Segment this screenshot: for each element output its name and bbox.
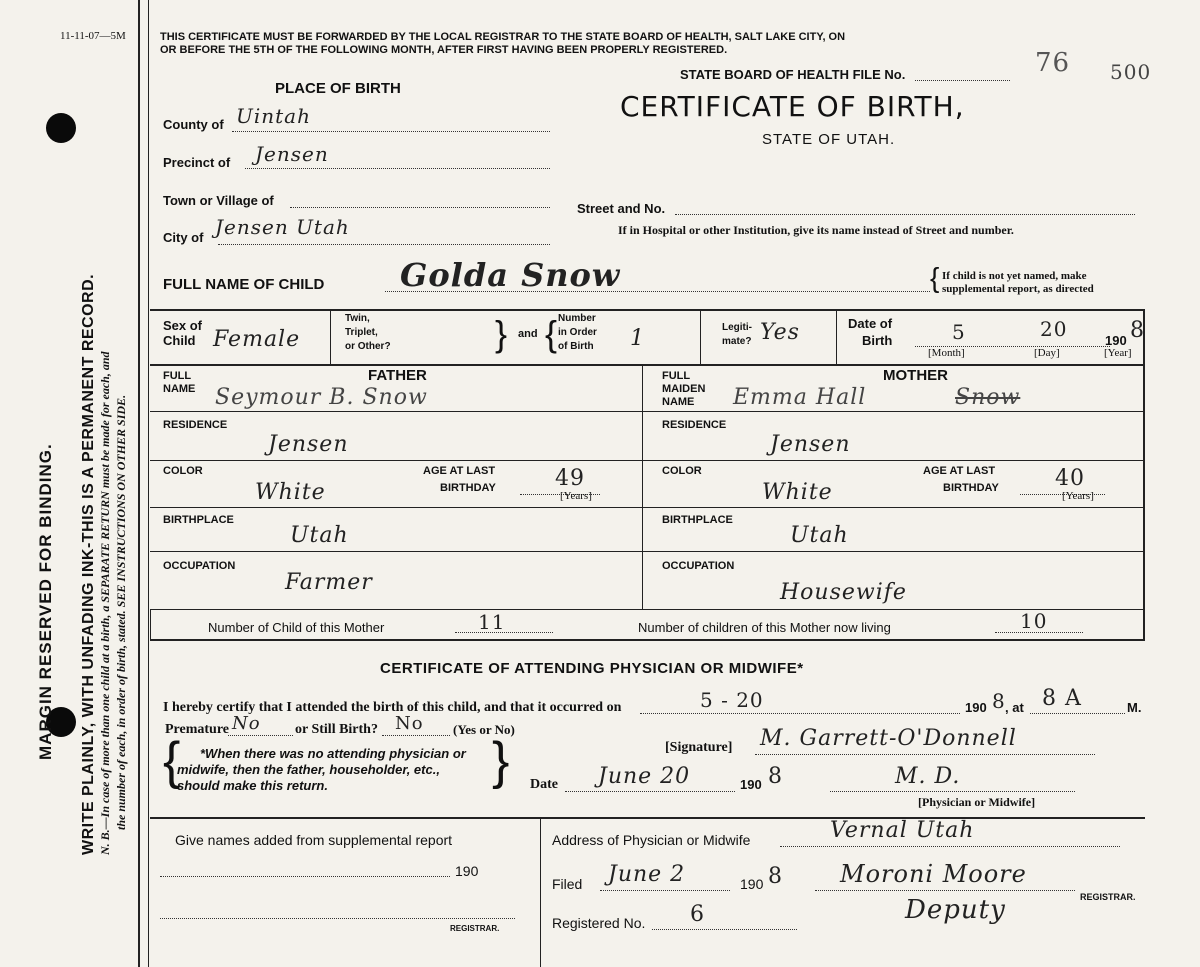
legit-label-2: mate?	[722, 336, 752, 347]
sex-value: Female	[213, 327, 301, 352]
title-written: M. D.	[895, 764, 961, 789]
father-name: Seymour B. Snow	[215, 385, 428, 410]
registrar-signature: Moroni Moore	[840, 860, 1027, 888]
order-label-1: Number	[558, 313, 596, 324]
father-residence-label: RESIDENCE	[163, 419, 228, 431]
county-value: Uintah	[236, 104, 311, 128]
occurred-year-suffix: 8	[992, 689, 1006, 713]
file-no-label: STATE BOARD OF HEALTH FILE No.	[680, 67, 906, 82]
date-label: Date	[530, 777, 558, 792]
mother-birthplace: Utah	[790, 523, 849, 548]
dob-day: 20	[1040, 317, 1068, 341]
no-physician-note-2: midwife, then the father, householder, etc.,	[177, 762, 440, 777]
margin-permanent-text: WRITE PLAINLY, WITH UNFADING INK-THIS IS A PERMANENT RECORD.	[80, 273, 97, 855]
father-occupation-label: OCCUPATION	[163, 560, 236, 572]
mother-occupation-label: OCCUPATION	[662, 560, 735, 572]
order-value: 1	[630, 326, 645, 351]
mother-color-label: COLOR	[662, 465, 702, 477]
filed-year-prefix: 190	[740, 876, 764, 892]
mother-age-label-2: BIRTHDAY	[943, 482, 999, 494]
mother-name: Emma Hall	[733, 385, 867, 410]
father-occupation: Farmer	[285, 570, 373, 595]
registered-label: Registered No.	[552, 915, 646, 931]
year-label: [Year]	[1104, 347, 1132, 359]
signature-label: [Signature]	[665, 740, 733, 755]
state-title: STATE OF UTAH.	[762, 131, 896, 148]
mother-age-label-1: AGE AT LAST	[923, 465, 996, 477]
and-label: and	[518, 328, 538, 340]
order-label-2: in Order	[558, 327, 597, 338]
mother-full-label-3: NAME	[662, 396, 695, 408]
margin-binding-text: MARGIN RESERVED FOR BINDING.	[36, 443, 55, 760]
father-birthplace: Utah	[290, 523, 349, 548]
premature-value: No	[232, 713, 261, 734]
supplemental-registrar: REGISTRAR.	[450, 924, 500, 933]
father-birthplace-label: BIRTHPLACE	[163, 514, 234, 526]
file-no: 76	[1035, 48, 1071, 78]
supplemental-label: Give names added from supplemental report	[175, 832, 453, 848]
still-birth-label: or Still Birth?	[295, 722, 378, 737]
supplemental-year: 190	[455, 863, 479, 879]
mother-full-label-2: MAIDEN	[662, 383, 706, 395]
margin-note-line2: the number of each, in order of birth, stated. SEE INSTRUCTIONS ON OTHER SIDE.	[114, 394, 128, 830]
physician-heading: CERTIFICATE OF ATTENDING PHYSICIAN OR MIDWIFE*	[380, 660, 804, 677]
at-label: , at	[1005, 700, 1024, 715]
deputy-signature: Deputy	[905, 895, 1006, 925]
dob-year-suffix: 8	[1130, 318, 1145, 343]
certificate-title: CERTIFICATE OF BIRTH,	[620, 90, 965, 123]
physician-signature: M. Garrett-O'Donnell	[760, 726, 1017, 751]
unnamed-note-2: supplemental report, as directed	[942, 283, 1094, 295]
father-color-label: COLOR	[163, 465, 203, 477]
county-label: County of	[163, 117, 224, 132]
precinct-label: Precinct of	[163, 155, 231, 170]
mother-full-label-1: FULL	[662, 370, 691, 382]
city-value: Jensen Utah	[215, 215, 350, 239]
mother-color: White	[762, 480, 833, 505]
filed-year-suffix: 8	[768, 864, 783, 889]
margin-note-line1: N. B.—In case of more than one child at a birth, a SEPARATE RETURN must be made for each, and	[98, 351, 112, 855]
child-number-label: Number of Child of this Mother	[208, 620, 385, 635]
dob-label-1: Date of	[848, 316, 893, 331]
sex-label-1: Sex of	[163, 318, 203, 333]
child-name-label: FULL NAME OF CHILD	[163, 276, 325, 293]
father-residence: Jensen	[268, 432, 349, 457]
hospital-note: If in Hospital or other Institution, give its name instead of Street and number.	[618, 223, 1014, 237]
brace-unnamed: {	[930, 262, 940, 293]
sex-label-2: Child	[163, 333, 196, 348]
city-label: City of	[163, 230, 204, 245]
m-label: M.	[1127, 700, 1142, 715]
mother-heading: MOTHER	[883, 367, 948, 384]
occurred-year-prefix: 190	[965, 700, 987, 715]
mother-age: 40	[1055, 466, 1085, 491]
father-age-label-1: AGE AT LAST	[423, 465, 496, 477]
margin-rule-outer	[138, 0, 140, 967]
binding-hole-top	[46, 113, 76, 143]
mother-name-struck: Snow	[955, 385, 1021, 410]
day-label: [Day]	[1034, 347, 1060, 359]
father-age: 49	[555, 466, 585, 491]
dob-year-prefix: 190	[1105, 333, 1127, 348]
street-label: Street and No.	[577, 201, 666, 216]
town-label: Town or Village of	[163, 193, 274, 208]
mother-occupation: Housewife	[780, 580, 907, 605]
father-years-label: [Years]	[560, 490, 592, 502]
father-full-label-1: FULL	[163, 370, 192, 382]
margin-rule-inner	[148, 0, 149, 967]
cert-year-suffix: 8	[768, 764, 783, 789]
notice-line2: OR BEFORE THE 5TH OF THE FOLLOWING MONTH, AFTER FIRST HAVING BEEN PROPERLY REGISTERED.	[160, 44, 728, 56]
order-label-3: of Birth	[558, 341, 594, 352]
mother-birthplace-label: BIRTHPLACE	[662, 514, 733, 526]
twin-label-1: Twin,	[345, 313, 370, 324]
physician-address: Vernal Utah	[830, 818, 975, 843]
child-number-value: 11	[478, 610, 506, 634]
no-physician-note-1: *When there was no attending physician or	[200, 746, 466, 761]
twin-label-2: Triplet,	[345, 327, 378, 338]
premature-label: Premature	[165, 722, 230, 737]
registrar-label: REGISTRAR.	[1080, 892, 1136, 902]
dob-label-2: Birth	[862, 333, 893, 348]
birth-certificate: 11-11-07—5M MARGIN RESERVED FOR BINDING. WRITE PLAINLY, WITH UNFADING INK-THIS IS A PERMANENT RECORD. N. B.—In case of more than one child at a birth, a SEPARATE RETURN must be made for each, and the number of each, in order of birth, stated. SEE INSTRUCTIONS ON OTHER SIDE. THIS CERTIFICATE MUST BE FORWARDED BY THE LOCAL REGISTRAR TO THE STATE BOARD OF HEALTH, SALT LAKE CITY, ON OR BEFORE THE 5TH OF THE FOLLOWING MONTH, AFTER FIRST HAVING BEEN PROPERLY REGISTERED. PLACE OF BIRTH STATE BOARD OF HEALTH FILE No. 76 500 CERTIFICATE OF BIRTH, STATE OF UTAH. County of Uintah Precinct of Jensen Town or Village of City of Jensen Utah Street and No. If in Hospital or other Institution, give its name instead of Street and number. FULL NAME OF CHILD Golda Snow { If child is not yet named, make supplemental report, as directed Sex of Child Female Twin, Triplet, or Other? } and { Number in Order of Birth 1 Legiti- mate? Yes Date of Birth 5 20 190 8 [Month] [Day] [Year] FULL NAME FATHER Seymour B. Snow RESIDENCE Jensen COLOR White AGE AT LAST BIRTHDAY 49 [Years] BIRTHPLACE Utah OCCUPATION Farmer FULL MAIDEN NAME MOTHER Emma Hall Snow RESIDENCE Jensen COLOR White AGE AT LAST BIRTHDAY 40 [Years] BIRTHPLACE Utah OCCUPATION Housewife Number of Child of this Mother 11 Number of children of this Mother now living 10 CERTIFICATE OF ATTENDING PHYSICIAN OR MIDWIFE* I hereby certify that I attended the birth of this child, and that it occurred on 5 - 20 190 8 , at 8 A M. Premature No or Still Birth? No (Yes or No) { *When there was no attending physician or midwife, then the father, householder, etc., should make this return. } [Signature] M. Garrett-O'Donnell Date June 20 190 8 M. D. [Physician or Midwife] Give names added from supplemental report 190 REGISTRAR. Address of Physician or Midwife Vernal Utah Filed June 2 190 8 Moroni Moore REGISTRAR. Registered No. 6 Deputy	[0, 0, 1200, 967]
father-color: White	[255, 480, 326, 505]
cert-date: June 20	[598, 764, 691, 789]
father-heading: FATHER	[368, 367, 427, 384]
month-label: [Month]	[928, 347, 965, 359]
cert-year-prefix: 190	[740, 777, 762, 792]
legit-value: Yes	[760, 320, 800, 345]
legit-label-1: Legiti-	[722, 322, 752, 333]
place-of-birth-heading: PLACE OF BIRTH	[275, 80, 401, 97]
form-code: 11-11-07—5M	[60, 30, 126, 42]
still-birth-value: No	[395, 713, 424, 734]
precinct-value: Jensen	[255, 142, 329, 166]
mother-residence-label: RESIDENCE	[662, 419, 727, 431]
address-label: Address of Physician or Midwife	[552, 832, 751, 848]
filed-date: June 2	[608, 862, 686, 887]
certify-text: I hereby certify that I attended the birth of this child, and that it occurred on	[163, 700, 622, 715]
no-physician-note-3: should make this return.	[177, 778, 328, 793]
mother-years-label: [Years]	[1062, 490, 1094, 502]
registered-no: 6	[690, 902, 705, 927]
child-name-value: Golda Snow	[400, 256, 621, 294]
phys-or-midwife-label: [Physician or Midwife]	[918, 795, 1036, 809]
birth-time: 8 A	[1042, 686, 1082, 711]
mother-residence: Jensen	[770, 432, 851, 457]
yes-no-label: (Yes or No)	[453, 722, 515, 737]
dob-month: 5	[952, 320, 966, 344]
unnamed-note-1: If child is not yet named, make	[942, 270, 1087, 282]
occurred-date: 5 - 20	[700, 688, 764, 712]
living-value: 10	[1020, 609, 1048, 633]
father-full-label-2: NAME	[163, 383, 196, 395]
living-label: Number of children of this Mother now living	[638, 620, 891, 635]
twin-label-3: or Other?	[345, 341, 391, 352]
father-age-label-2: BIRTHDAY	[440, 482, 496, 494]
notice-line1: THIS CERTIFICATE MUST BE FORWARDED BY THE LOCAL REGISTRAR TO THE STATE BOARD OF HEALTH, SALT LAKE CITY, ON	[160, 31, 846, 43]
filed-label: Filed	[552, 876, 583, 892]
file-no-annotation: 500	[1110, 60, 1152, 84]
